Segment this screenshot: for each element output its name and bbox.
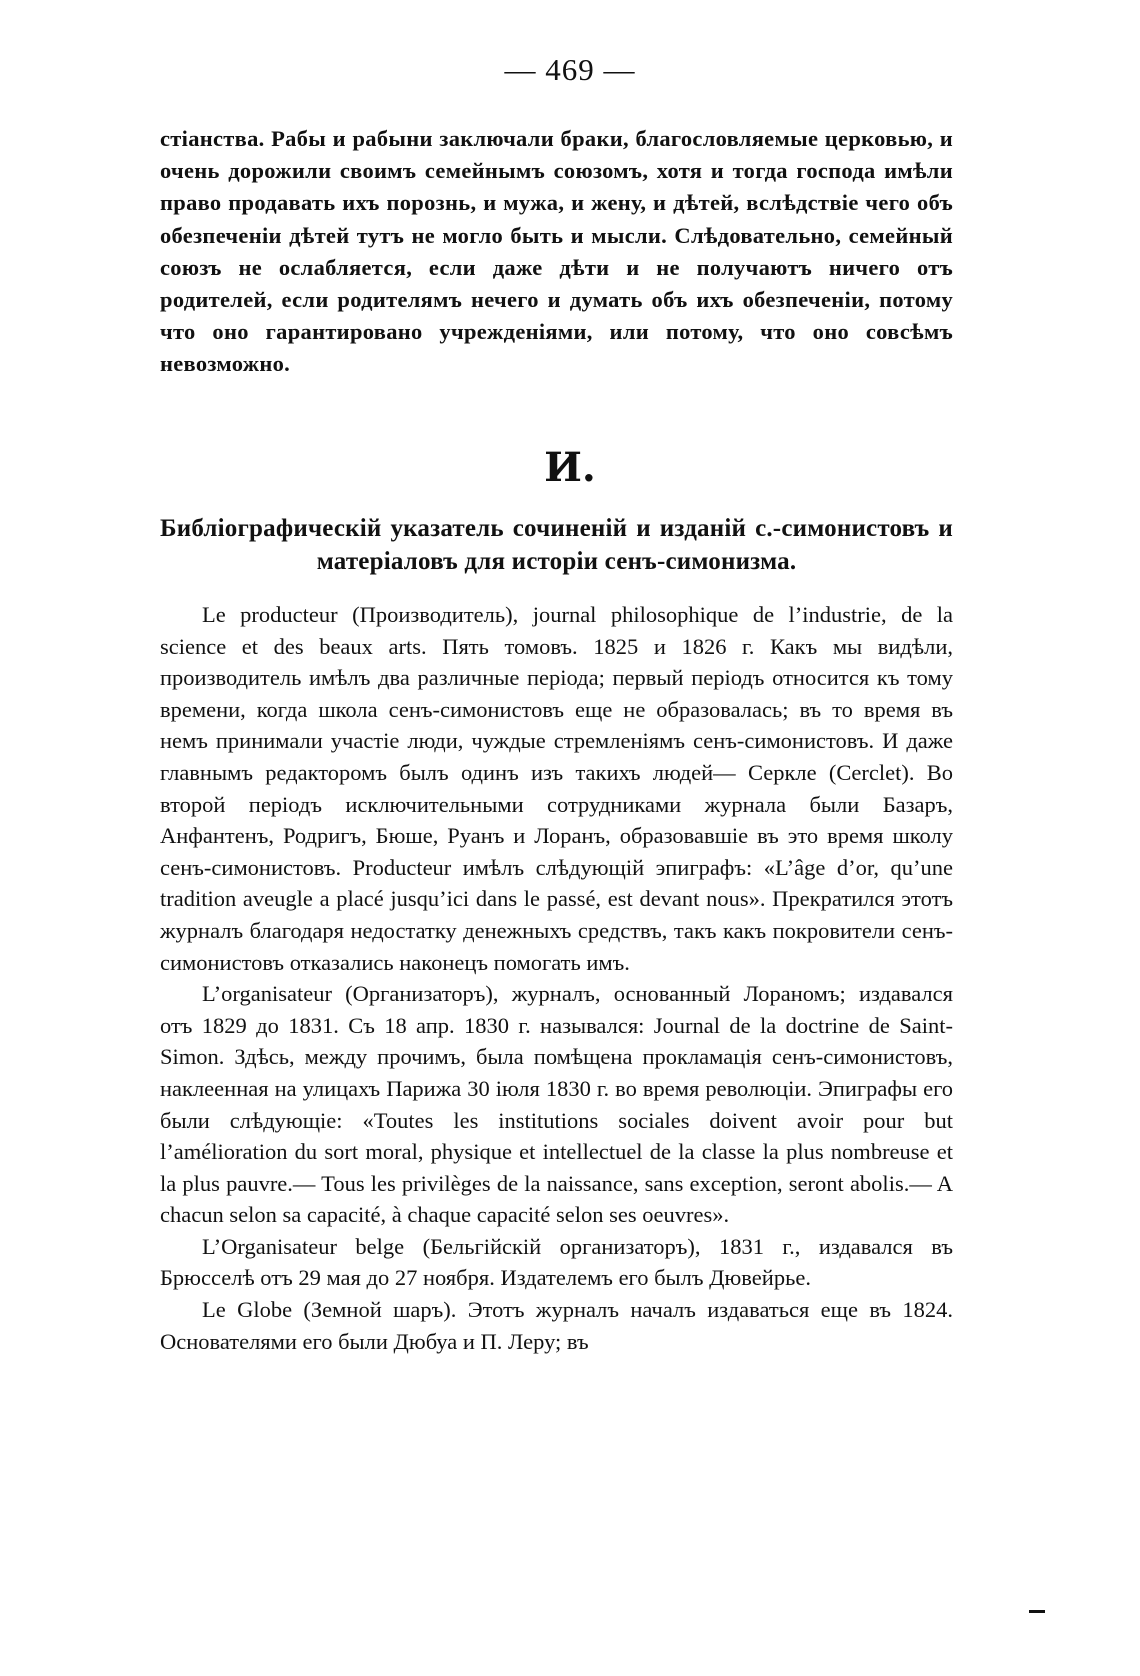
bibliography-entries (160, 599, 953, 1357)
continuation-paragraph: стіанства. Рабы и рабыни заключали браки, благословляемые церковью, и очень дорожили своимъ семейнымъ союзомъ, хотя и тогда господа имѣли право продавать ихъ порознь, и мужа, и жену, и дѣтей, вслѣдствіе чего объ обезпеченіи дѣтей тутъ не могло быть и мысли. Слѣдовательно, семейный союзъ не ослабляется, если даже дѣти и не получаютъ ничего отъ родителей, если родителямъ нечего и думать объ ихъ обезпеченіи, потому что оно гарантировано учрежденіями, или потому, что оно совсѣмъ невозможно. (160, 126, 953, 377)
page-number: — 469 — (504, 52, 636, 87)
section-letter: И. (544, 444, 596, 491)
entry-l-organisateur-belge: L’Organisateur belge (Бельгійскій организаторъ), 1831 г., издавался въ Брюсселѣ отъ 29 мая до 27 ноября. Издателемъ его былъ Дювейрье. (160, 1233, 953, 1291)
entry-le-producteur: Le producteur (Производитель), journal philosophique de l’industrie, de la science et des beaux arts. Пять томовъ. 1825 и 1826 г. Какъ мы видѣли, производитель имѣлъ два различные періода; первый періодъ относится къ тому времени, когда школа сенъ-симонистовъ еще не образовалась; въ то время въ немъ принимали участіе люди, чуждые стремленіямъ сенъ-симонистовъ. И даже главнымъ редакторомъ былъ одинъ изъ такихъ людей— Серкле (Cerclet). Во второй періодъ исключительными сотрудниками журнала были Базаръ, Анфантенъ, Родригъ, Бюше, Руанъ и Лоранъ, образовавшіе въ это время школу сенъ-симонистовъ. Producteur имѣлъ слѣдующій эпиграфъ: «L’âge d’or, qu’une tradition aveugle a placé jusqu’ici dans le passé, est devant nous». Прекратился этотъ журналъ благодаря недостатку денежныхъ средствъ, такъ какъ покровители сенъ-симонистовъ отказались наконецъ помогать имъ. (160, 602, 953, 975)
section-heading: Библіографическій указатель сочиненій и изданій с.-симонистовъ и матеріаловъ для исторіи сенъ-симонизма. (160, 515, 953, 575)
printer-mark (1029, 1610, 1045, 1613)
entry-le-globe: Le Globe (Земной шаръ). Этотъ журналъ началъ издаваться еще въ 1824. Основателями его были Дюбуа и П. Леру; въ (160, 1297, 953, 1354)
entry-l-organisateur: L’organisateur (Организаторъ), журналъ, основанный Лораномъ; издавался отъ 1829 до 1831. Съ 18 апр. 1830 г. назывался: Journal de la doctrine de Saint-Simon. Здѣсь, между прочимъ, была помѣщена прокламація сенъ-симонистовъ, наклеенная на улицахъ Парижа 30 іюля 1830 г. во время революціи. Эпиграфы его были слѣдующіе: «Toutes les institutions sociales doivent avoir pour but l’amélioration du sort moral, physique et intellectuel de la classe la plus nombreuse et la plus pauvre.— Tous les privilèges de la naissance, sans exception, seront abolis.— A chacun selon sa capacité, à chaque capacité selon ses oeuvres». (160, 981, 953, 1228)
